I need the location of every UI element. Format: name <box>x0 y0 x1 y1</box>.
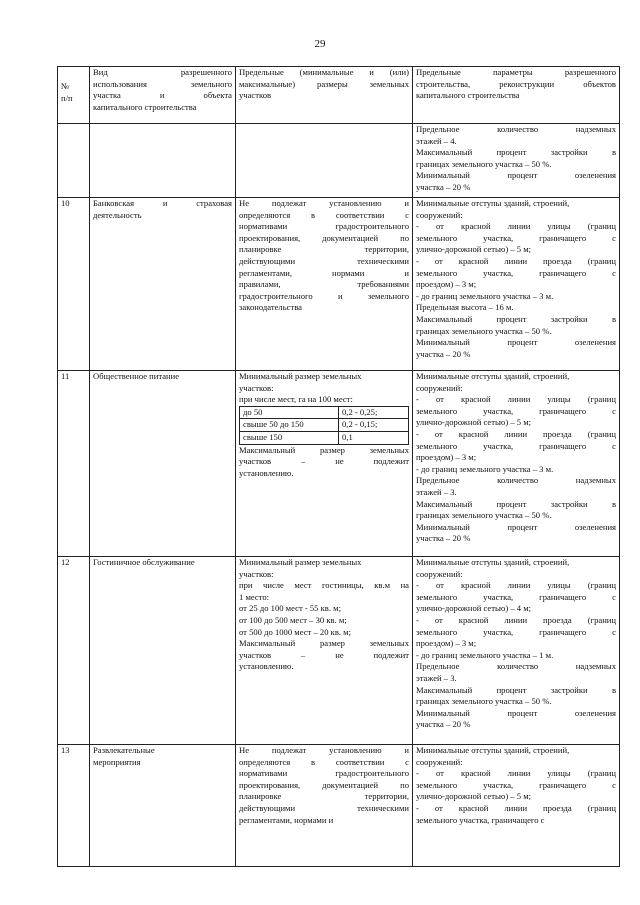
text-line: - от красной линии улицы (границ <box>416 394 616 405</box>
text-line: участков: <box>239 382 274 393</box>
text-line: Не подлежат установлению и <box>239 198 409 208</box>
text-line: от 25 до 100 мест - 55 кв. м; <box>239 603 341 614</box>
seats-size-table <box>239 406 409 445</box>
seats-size-row <box>240 431 409 444</box>
row-number-text: 12 <box>61 557 70 567</box>
row-number <box>58 371 90 557</box>
text-line: Общественное питание <box>93 371 180 381</box>
seats-size-row <box>240 406 409 419</box>
text-line: планировке территории, <box>239 791 409 802</box>
text-line: земельного участка, граничащего с <box>416 267 616 278</box>
text-line: при числе мест, га на 100 мест: <box>239 394 353 405</box>
text-line: Гостиничное обслуживание <box>93 557 195 567</box>
text-line: сооружений: <box>416 382 463 393</box>
text-line: границах земельного участка – 50 %. <box>416 696 552 707</box>
seats-range: свыше 150 <box>240 431 339 444</box>
text-line: сооружений: <box>416 568 463 579</box>
text-line: градостроительного и земельного <box>239 290 409 301</box>
text-line: участков: <box>239 568 274 579</box>
header-num-line: п/п <box>61 92 73 103</box>
text-line: сооружений: <box>416 209 463 220</box>
text-line: земельного участка, граничащего с <box>416 626 616 637</box>
text-line: земельного участка, граничащего с <box>416 405 616 416</box>
sizes-outro <box>239 445 409 480</box>
text-line: земельного участка, граничащего с <box>416 591 616 602</box>
text-line: границах земельного участка – 50 %. <box>416 158 552 169</box>
sizes-cell <box>236 124 413 198</box>
text-line: 1 место: <box>239 591 270 602</box>
text-line: Не подлежат установлению и <box>239 745 409 755</box>
text-line: - от красной линии улицы (границ <box>416 580 616 591</box>
text-line: Минимальные отступы зданий, строений, <box>416 557 570 567</box>
table-row <box>58 198 620 371</box>
text-line: участков – не подлежит <box>239 649 409 660</box>
size-value: 0,1 <box>339 431 409 444</box>
row-number-text: 11 <box>61 371 70 381</box>
row-number-text: 13 <box>61 745 70 755</box>
text-line: Предельное количество надземных <box>416 124 616 134</box>
text-line: - от красной линии проезда (границ <box>416 802 616 813</box>
text-line: - до границ земельного участка – 3 м. <box>416 290 554 301</box>
sizes-cell <box>236 745 413 867</box>
text-line: правилами, требованиями <box>239 279 409 290</box>
text-line: Минимальный процент озеленения <box>416 521 616 532</box>
header-line: капитального строительства <box>416 90 520 101</box>
sizes-cell <box>236 557 413 745</box>
text-line: сооружений: <box>416 756 463 767</box>
text-line: - до границ земельного участка – 1 м. <box>416 649 554 660</box>
text-line: участков – не подлежит <box>239 456 409 467</box>
text-line: улично-дорожной сетью) – 5 м; <box>416 244 532 255</box>
text-line: улично-дорожной сетью) – 5 м; <box>416 791 532 802</box>
seats-range: до 50 <box>240 406 339 419</box>
size-value: 0,2 - 0,15; <box>339 419 409 432</box>
header-params <box>413 67 620 124</box>
text-line: Минимальный процент озеленения <box>416 337 616 348</box>
row-number <box>58 198 90 371</box>
params-cell <box>413 557 620 745</box>
text-line: планировке территории, <box>239 244 409 255</box>
seats-range: свыше 50 до 150 <box>240 419 339 432</box>
text-line: земельного участка, граничащего с <box>416 779 616 790</box>
use-type-cell <box>90 371 236 557</box>
row-number-text: 10 <box>61 198 70 208</box>
text-line: определяются в соответствии с <box>239 756 409 767</box>
header-line: строительства, реконструкции объектов <box>416 78 616 89</box>
text-line: нормативами градостроительного <box>239 221 409 232</box>
header-sizes <box>236 67 413 124</box>
text-line: проездом) – 3 м; <box>416 279 477 290</box>
text-line: мероприятия <box>93 756 141 767</box>
text-line: Минимальный процент озеленения <box>416 170 616 181</box>
text-line: этажей – 4. <box>416 135 457 146</box>
text-line: при числе мест гостиницы, кв.м на <box>239 580 409 591</box>
table-row <box>58 124 620 198</box>
page-number: 29 <box>314 38 326 50</box>
text-line: Максимальный процент застройки в <box>416 498 616 509</box>
text-line: Минимальные отступы зданий, строений, <box>416 198 570 208</box>
text-line: Максимальный размер земельных <box>239 638 409 649</box>
header-line: Предельные (минимальные и (или) <box>239 67 409 77</box>
text-line: Максимальный процент застройки в <box>416 684 616 695</box>
text-line: участка – 20 % <box>416 348 471 359</box>
header-num <box>58 67 90 124</box>
seats-size-row <box>240 419 409 432</box>
text-line: от 100 до 500 мест – 30 кв. м; <box>239 614 347 625</box>
text-line: этажей – 3. <box>416 672 457 683</box>
text-line: Минимальный процент озеленения <box>416 707 616 718</box>
text-line: участка – 20 % <box>416 181 471 192</box>
text-line: от 500 до 1000 мест – 20 кв. м; <box>239 626 352 637</box>
text-line: Максимальный процент застройки в <box>416 147 616 158</box>
row-number <box>58 124 90 198</box>
text-line: земельного участка, граничащего с <box>416 814 545 825</box>
text-line: участка – 20 % <box>416 719 471 730</box>
zoning-table <box>57 66 620 867</box>
table-row <box>58 557 620 745</box>
text-line: - от красной линии улицы (границ <box>416 221 616 232</box>
text-line: улично-дорожной сетью) – 5 м; <box>416 417 532 428</box>
text-line: - от красной линии улицы (границ <box>416 768 616 779</box>
text-line: земельного участка, граничащего с <box>416 440 616 451</box>
table-row <box>58 371 620 557</box>
text-line: проездом) – 3 м; <box>416 452 477 463</box>
header-line: Вид разрешенного <box>93 67 232 77</box>
text-line: земельного участка, граничащего с <box>416 232 616 243</box>
use-type-cell <box>90 198 236 371</box>
use-type-cell <box>90 124 236 198</box>
text-line: - до границ земельного участка – 3 м. <box>416 463 554 474</box>
use-type-cell <box>90 745 236 867</box>
header-line: капитального строительства <box>93 101 197 112</box>
sizes-cell <box>236 198 413 371</box>
sizes-cell <box>236 371 413 557</box>
text-line: установлению. <box>239 661 294 672</box>
text-line: нормативами градостроительного <box>239 768 409 779</box>
row-number <box>58 557 90 745</box>
params-cell <box>413 198 620 371</box>
text-line: Предельное количество надземных <box>416 661 616 672</box>
header-row <box>58 67 620 124</box>
text-line: участка – 20 % <box>416 533 471 544</box>
text-line: улично-дорожной сетью) – 4 м; <box>416 603 532 614</box>
header-line: максимальные) размеры земельных <box>239 78 409 89</box>
table-row <box>58 745 620 867</box>
text-line: Минимальный размер земельных <box>239 557 362 567</box>
row-number <box>58 745 90 867</box>
text-line: этажей – 3. <box>416 486 457 497</box>
text-line: Предельное количество надземных <box>416 475 616 486</box>
text-line: Минимальный размер земельных <box>239 371 362 381</box>
text-line: проектирования, документацией по <box>239 779 409 790</box>
text-line: границах земельного участка – 50 %. <box>416 325 552 336</box>
text-line: - от красной линии проезда (границ <box>416 428 616 439</box>
header-line: использования земельного <box>93 78 232 89</box>
text-line: деятельность <box>93 209 142 220</box>
text-line: Максимальный размер земельных <box>239 444 409 455</box>
text-line: границах земельного участка – 50 %. <box>416 510 552 521</box>
header-num-line: № <box>61 81 70 91</box>
text-line: проектирования, документацией по <box>239 232 409 243</box>
params-cell <box>413 371 620 557</box>
text-line: действующими техническими <box>239 802 409 813</box>
use-type-cell <box>90 557 236 745</box>
size-value: 0,2 - 0,25; <box>339 406 409 419</box>
header-line: участка и объекта <box>93 90 232 101</box>
text-line: Минимальные отступы зданий, строений, <box>416 371 570 381</box>
text-line: действующими техническими <box>239 255 409 266</box>
text-line: Развлекательные <box>93 745 155 755</box>
params-cell <box>413 745 620 867</box>
text-line: - от красной линии проезда (границ <box>416 614 616 625</box>
params-cell <box>413 124 620 198</box>
text-line: установлению. <box>239 467 294 478</box>
text-line: Предельная высота – 16 м. <box>416 302 514 313</box>
text-line: Банковская и страховая <box>93 198 232 208</box>
text-line: проездом) – 3 м; <box>416 638 477 649</box>
text-line: регламентами, нормами и <box>239 267 409 278</box>
header-line: участков <box>239 90 272 101</box>
text-line: регламентами, нормами и <box>239 814 334 825</box>
text-line: законодательства <box>239 302 302 313</box>
text-line: Минимальные отступы зданий, строений, <box>416 745 570 755</box>
table-body <box>58 67 620 867</box>
header-use-type <box>90 67 236 124</box>
text-line: - от красной линии проезда (границ <box>416 255 616 266</box>
header-line: Предельные параметры разрешенного <box>416 67 616 77</box>
text-line: Максимальный процент застройки в <box>416 313 616 324</box>
text-line: определяются в соответствии с <box>239 209 409 220</box>
